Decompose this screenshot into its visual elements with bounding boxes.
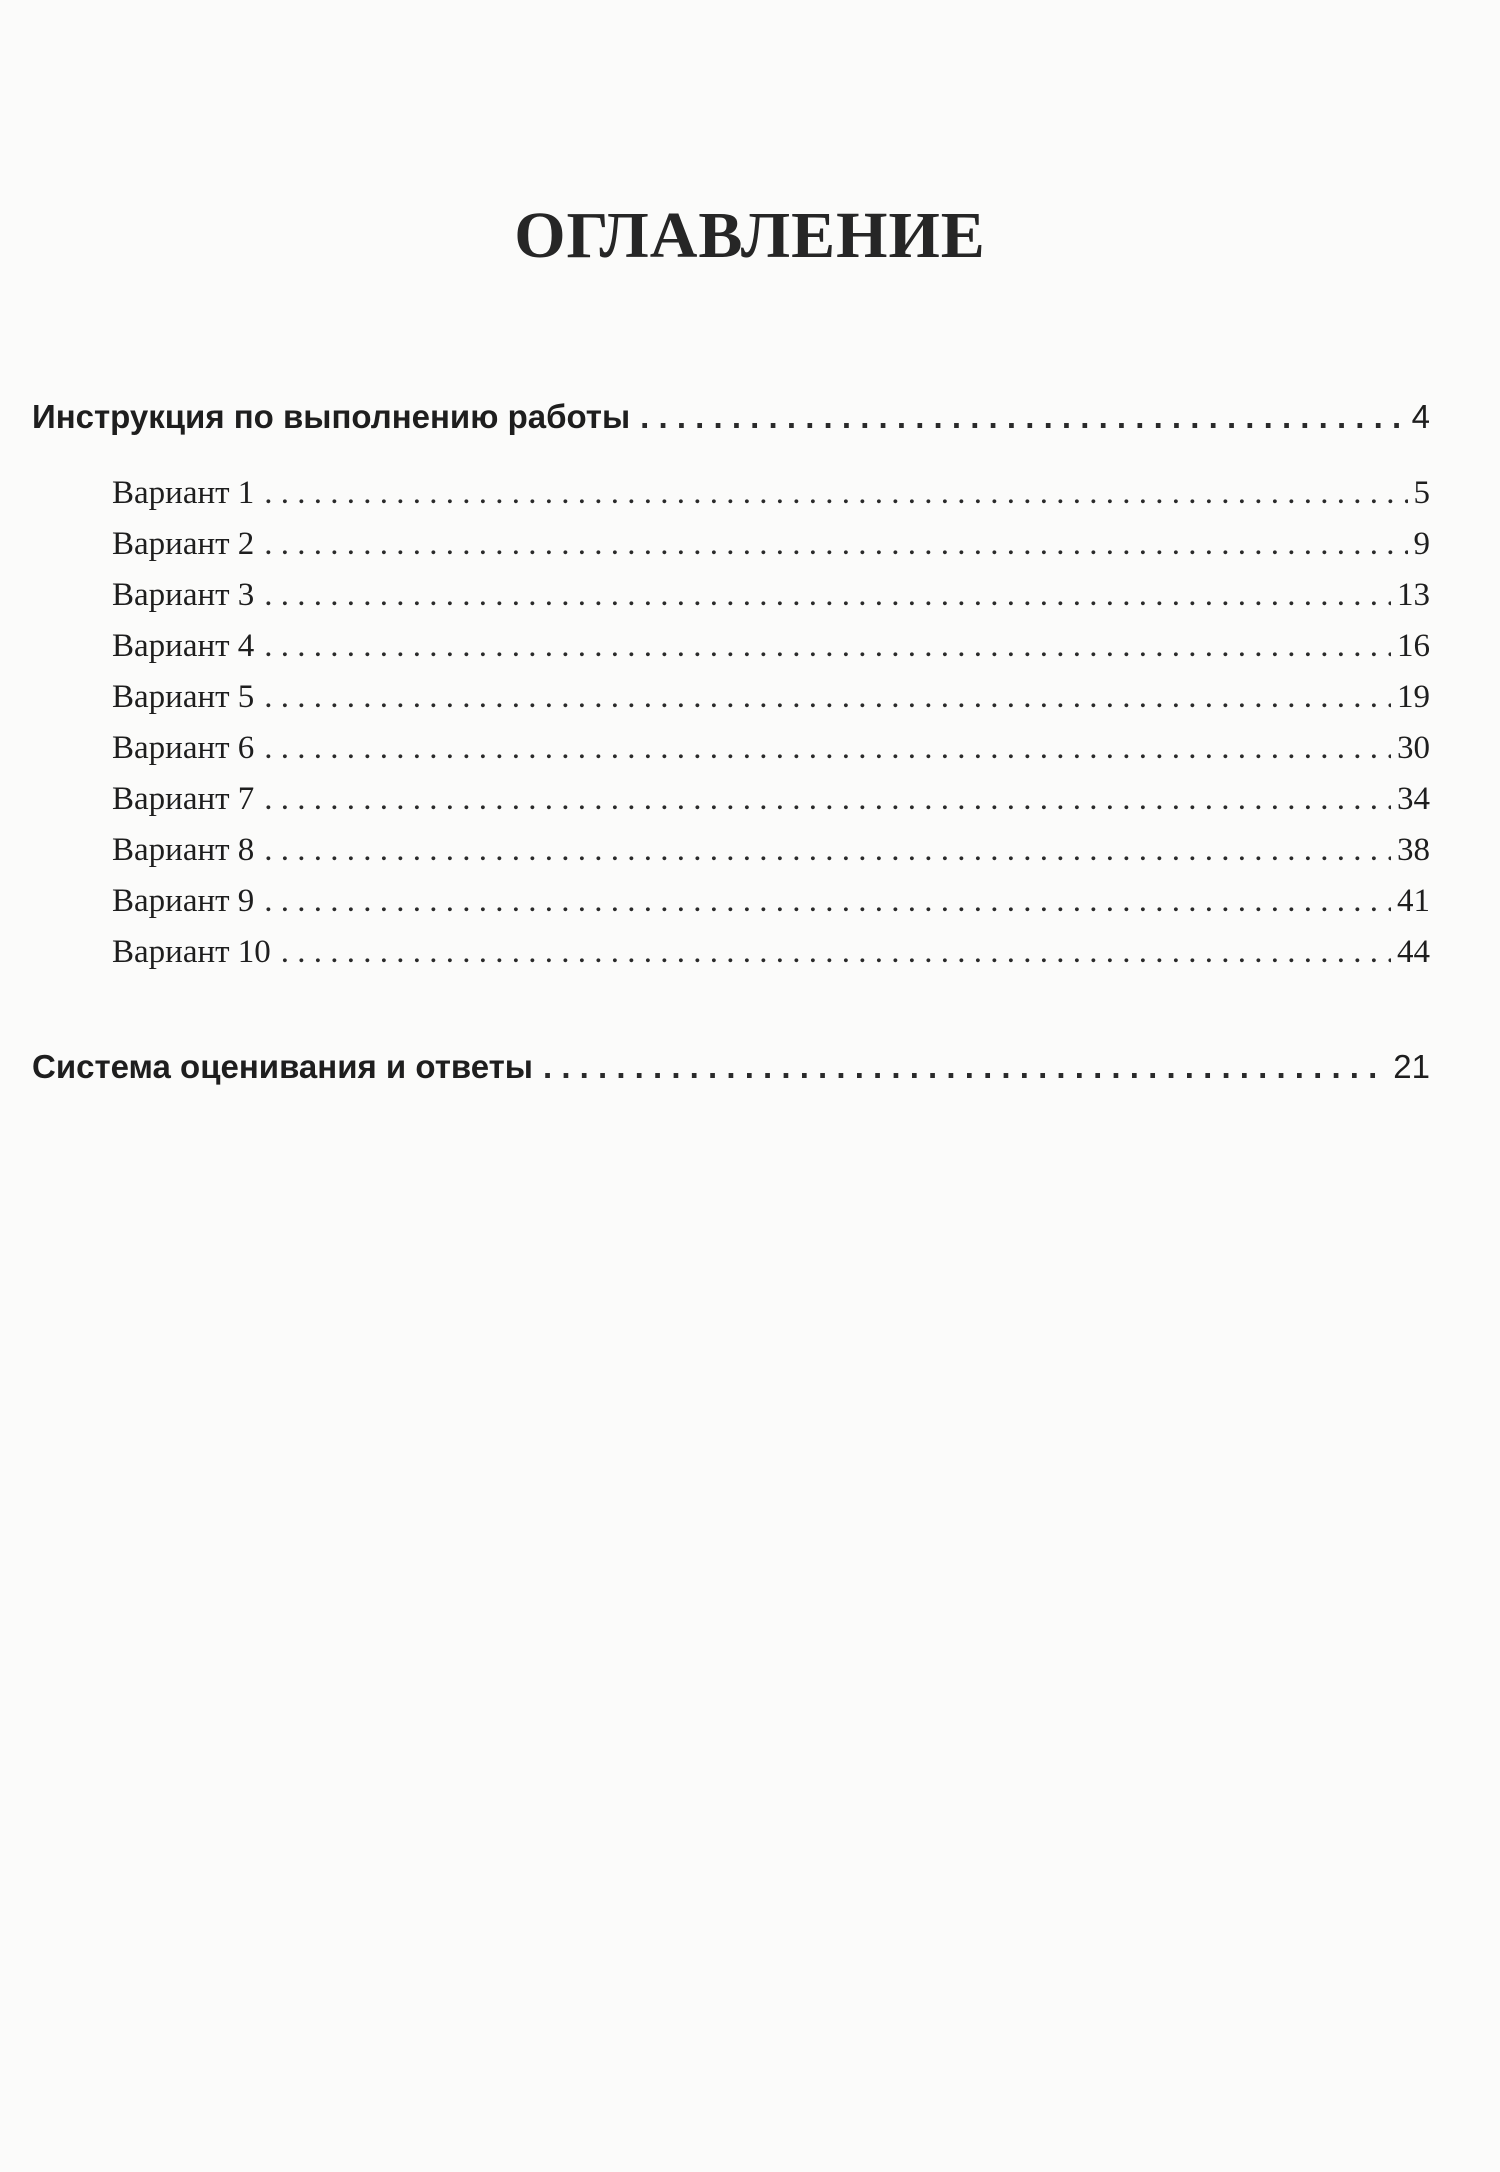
toc-entry-page: 38 — [1397, 832, 1430, 868]
toc-entry-variant-9[interactable] — [112, 883, 1430, 920]
toc-entry-page: 5 — [1413, 475, 1430, 511]
toc-entry-page: 16 — [1397, 628, 1430, 664]
toc-entry-label: Система оценивания и ответы — [32, 1048, 533, 1085]
toc-entry-label: Вариант 9 — [112, 883, 255, 919]
toc-entry-page: 4 — [1411, 398, 1430, 435]
toc-entry-label: Вариант 3 — [112, 577, 255, 613]
toc-entry-label: Инструкция по выполнению работы — [32, 398, 631, 435]
dot-leader — [281, 934, 1391, 971]
dot-leader — [264, 628, 1391, 665]
toc-entry-variant-5[interactable] — [112, 679, 1430, 716]
toc-entry-variant-6[interactable] — [112, 730, 1430, 767]
toc-entry-label: Вариант 8 — [112, 832, 255, 868]
toc-entry-page: 34 — [1397, 781, 1430, 817]
dot-leader — [264, 679, 1391, 716]
toc-entry-label: Вариант 2 — [112, 526, 255, 562]
toc-entry-page: 13 — [1397, 577, 1430, 613]
toc-entry-variant-7[interactable] — [112, 781, 1430, 818]
toc-entry-variant-3[interactable] — [112, 577, 1430, 614]
dot-leader — [543, 1048, 1387, 1086]
toc-entry-label: Вариант 1 — [112, 475, 255, 511]
toc-entry-page: 44 — [1397, 934, 1430, 970]
dot-leader — [640, 398, 1405, 436]
toc-entry-page: 21 — [1393, 1048, 1430, 1085]
dot-leader — [264, 883, 1391, 920]
toc-entry-page: 9 — [1413, 526, 1430, 562]
toc-entry-instructions[interactable] — [32, 398, 1430, 436]
toc-entry-page: 41 — [1397, 883, 1430, 919]
dot-leader — [264, 526, 1407, 563]
toc-entry-variant-8[interactable] — [112, 832, 1430, 869]
toc-entry-variant-1[interactable] — [112, 475, 1430, 512]
dot-leader — [264, 577, 1391, 614]
toc-entry-grading[interactable] — [32, 1048, 1430, 1086]
toc-entry-label: Вариант 7 — [112, 781, 255, 817]
dot-leader — [264, 832, 1391, 869]
toc-entry-label: Вариант 10 — [112, 934, 271, 970]
toc-entry-page: 30 — [1397, 730, 1430, 766]
toc-entry-label: Вариант 6 — [112, 730, 255, 766]
toc-entry-variant-4[interactable] — [112, 628, 1430, 665]
dot-leader — [264, 475, 1407, 512]
page-title: ОГЛАВЛЕНИЕ — [514, 199, 986, 272]
dot-leader — [264, 781, 1391, 818]
toc-entry-variant-10[interactable] — [112, 934, 1430, 971]
toc-entry-variant-2[interactable] — [112, 526, 1430, 563]
toc-entry-page: 19 — [1397, 679, 1430, 715]
toc-entry-label: Вариант 5 — [112, 679, 255, 715]
dot-leader — [264, 730, 1391, 767]
toc-entry-label: Вариант 4 — [112, 628, 255, 664]
